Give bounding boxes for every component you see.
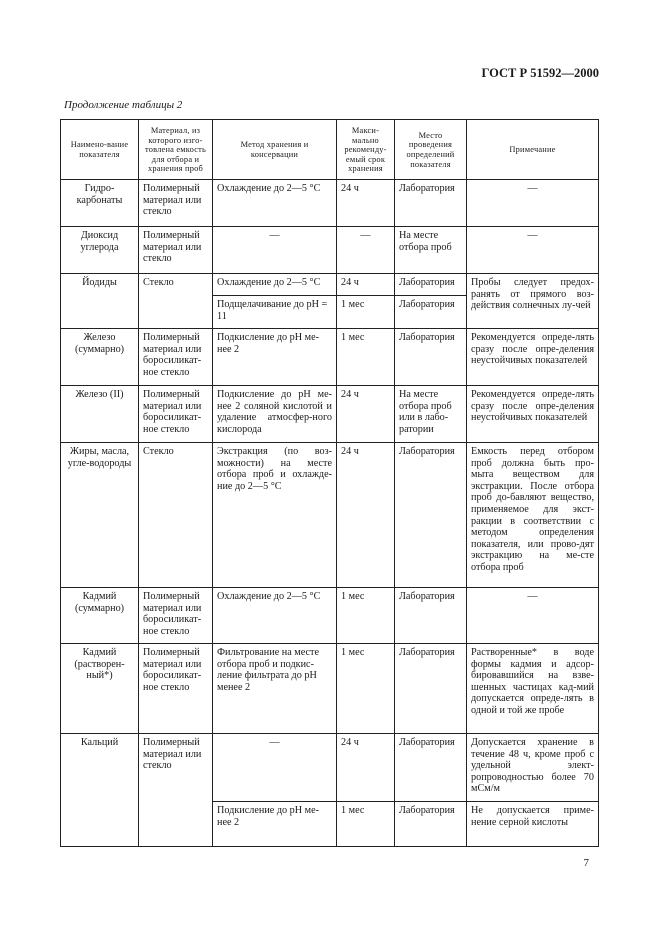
cell-material: Стекло: [139, 274, 213, 329]
cell-place: Лаборатория: [395, 443, 467, 588]
cell-term: 1 мес: [337, 588, 395, 644]
cell-method: Подщелачивание до pH = 11: [213, 296, 337, 329]
cell-note: Пробы следует предох-ранять от прямого воз-действия солнечных лу-чей: [467, 274, 599, 329]
cell-place: Лаборатория: [395, 274, 467, 296]
cell-name: Жиры, масла, угле-водороды: [61, 443, 139, 588]
cell-material: Полимерный материал или боросиликат-ное стекло: [139, 644, 213, 734]
table-row: [61, 443, 599, 588]
cell-term: 1 мес: [337, 329, 395, 386]
table-header-row: [61, 120, 599, 180]
cell-name: Железо (суммарно): [61, 329, 139, 386]
cell-material: Полимерный материал или боросиликат-ное стекло: [139, 386, 213, 443]
cell-term: 24 ч: [337, 734, 395, 802]
cell-method: —: [213, 734, 337, 802]
cell-material: Полимерный материал или боросиликат-ное стекло: [139, 588, 213, 644]
cell-material: Полимерный материал или стекло: [139, 180, 213, 227]
cell-note: Рекомендуется опреде-лять сразу после опре-деления неустойчивых показателей: [467, 329, 599, 386]
cell-note: Не допускается приме-нение серной кислоты: [467, 802, 599, 847]
cell-method: Охлаждение до 2—5 °С: [213, 180, 337, 227]
cell-place: На месте отбора проб или в лабо-ратории: [395, 386, 467, 443]
cell-method: Охлаждение до 2—5 °С: [213, 588, 337, 644]
cell-material: Полимерный материал или боросиликат-ное стекло: [139, 329, 213, 386]
cell-method: Фильтрование на месте отбора проб и подкис-ление фильтрата до pH менее 2: [213, 644, 337, 734]
table-row: [61, 734, 599, 802]
cell-method: Подкисление до pH ме-нее 2: [213, 802, 337, 847]
cell-name: Диоксид углерода: [61, 227, 139, 274]
cell-term: —: [337, 227, 395, 274]
cell-place: Лаборатория: [395, 734, 467, 802]
table-row: [61, 274, 599, 296]
cell-place: На месте отбора проб: [395, 227, 467, 274]
cell-method: Подкисление до pH ме-нее 2 соляной кислотой и удаление атмосфер-ного кислорода: [213, 386, 337, 443]
cell-term: 24 ч: [337, 443, 395, 588]
cell-place: Лаборатория: [395, 644, 467, 734]
cell-name: Железо (II): [61, 386, 139, 443]
document-code: ГОСТ Р 51592—2000: [481, 66, 599, 80]
cell-name: Кадмий (суммарно): [61, 588, 139, 644]
cell-method: Экстракция (по воз-можности) на месте отбора проб и охлажде-ние до 2—5 °С: [213, 443, 337, 588]
cell-term: 1 мес: [337, 802, 395, 847]
cell-method: Охлаждение до 2—5 °С: [213, 274, 337, 296]
header-method: Метод хранения и консервации: [213, 120, 337, 180]
table-row: [61, 227, 599, 274]
page-number: 7: [583, 857, 589, 869]
cell-note: —: [467, 180, 599, 227]
cell-note: Растворенные* в воде формы кадмия и адсор-бировавшийся на взве-шенных частицах кад-мий допускается опреде-лять в одной и той же пробе: [467, 644, 599, 734]
table-row: [61, 644, 599, 734]
table-row: [61, 329, 599, 386]
header-term: Макси-мально рекоменду-емый срок хранения: [337, 120, 395, 180]
table-continuation-caption: Продолжение таблицы 2: [64, 99, 183, 111]
cell-place: Лаборатория: [395, 180, 467, 227]
cell-name: Йодиды: [61, 274, 139, 329]
cell-note: —: [467, 588, 599, 644]
cell-place: Лаборатория: [395, 329, 467, 386]
cell-material: Полимерный материал или стекло: [139, 734, 213, 847]
cell-term: 1 мес: [337, 644, 395, 734]
cell-term: 24 ч: [337, 180, 395, 227]
cell-name: Кальций: [61, 734, 139, 847]
cell-material: Стекло: [139, 443, 213, 588]
cell-name: Кадмий (растворен-ный*): [61, 644, 139, 734]
cell-note: Емкость перед отбором проб должна быть про-мыта веществом для экстракции. После отбора проб до-бавляют вещество, применяемое для экст-ракции в соответствии с методом определения показателя, или прово-дят экстракцию на ме-сте отбора проб: [467, 443, 599, 588]
cell-term: 24 ч: [337, 386, 395, 443]
cell-material: Полимерный материал или стекло: [139, 227, 213, 274]
table-row: [61, 588, 599, 644]
storage-table: [60, 119, 599, 847]
cell-method: Подкисление до pH ме-нее 2: [213, 329, 337, 386]
table-row: [61, 386, 599, 443]
table-row: [61, 180, 599, 227]
cell-method: —: [213, 227, 337, 274]
cell-name: Гидро-карбонаты: [61, 180, 139, 227]
cell-note: —: [467, 227, 599, 274]
cell-term: 24 ч: [337, 274, 395, 296]
header-material: Материал, из которого изго-товлена емкость для отбора и хранения проб: [139, 120, 213, 180]
cell-note: Рекомендуется опреде-лять сразу после опре-деления неустойчивых показателей: [467, 386, 599, 443]
cell-term: 1 мес: [337, 296, 395, 329]
header-place: Место проведения определений показателя: [395, 120, 467, 180]
cell-note: Допускается хранение в течение 48 ч, кроме проб с удельной элект-ропроводностью более 70 мСм/м: [467, 734, 599, 802]
header-name: Наимено-вание показателя: [61, 120, 139, 180]
header-note: Примечание: [467, 120, 599, 180]
cell-place: Лаборатория: [395, 802, 467, 847]
cell-place: Лаборатория: [395, 588, 467, 644]
cell-place: Лаборатория: [395, 296, 467, 329]
